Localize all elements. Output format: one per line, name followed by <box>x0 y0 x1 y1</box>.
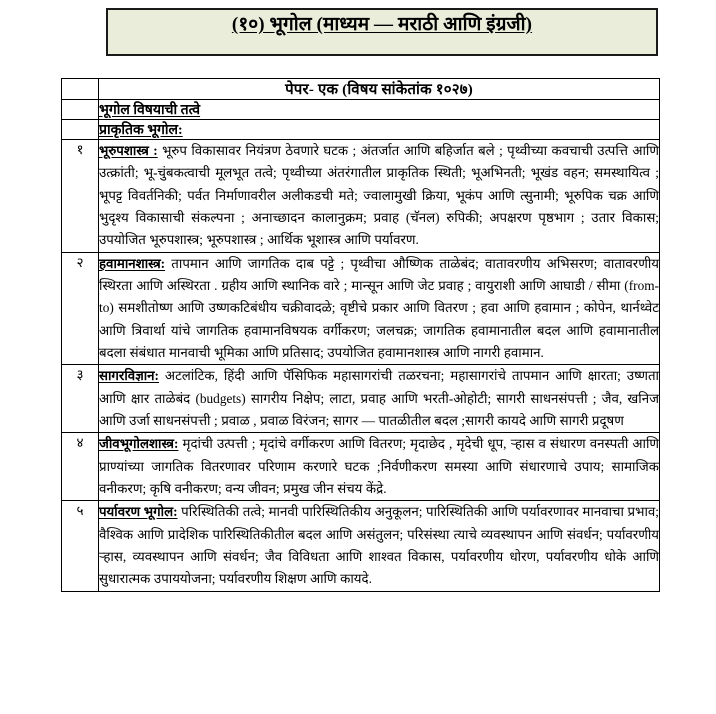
table-row <box>62 252 660 365</box>
page-title: (१०) भूगोल (माध्यम — मराठी आणि इंग्रजी) <box>231 14 533 35</box>
table-row-subsection-heading <box>62 120 660 140</box>
row-content <box>99 140 660 253</box>
row-content <box>99 365 660 433</box>
topic-lead-label: पर्यावरण भूगोल: <box>99 504 178 520</box>
topic-body-text: तापमान आणि जागतिक दाब पट्टे ; पृथ्वीचा औष्णिक ताळेबंद; वातावरणीय अभिसरण; वातावरणीय स्थिरता आणि अस्थिरता . ग्रहीय आणि स्थानिक वारे ; मान्सून आणि जेट प्रवाह ; वायुराशी आणि आघाडी / सीमा (from-to) समशीतोष्ण आणि उष्णकटिबंधीय चक्रीवादळे; वृष्टीचे प्रकार आणि वितरण ; हवा आणि हवामान ; कोपेन, थार्नथ्वेट आणि त्रिवार्था यांचे जागतिक हवामानविषयक वर्गीकरण; जलचक्र; जागतिक हवामानातील बदल आणि हवामानातील बदला संबंधात मानवाची भूमिका आणि प्रतिसाद; उपयोजित हवामानशास्त्र आणि नागरी हवामान. <box>99 255 659 360</box>
document-title-banner <box>106 8 658 56</box>
table-row <box>62 433 660 501</box>
topic-lead-label: भूरुपशास्त्र : <box>99 143 158 158</box>
topic-body-text: परिस्थितिकी तत्वे; मानवी पारिस्थितिकीय अनुकूलन; पारिस्थितिकी आणि पर्यावरणावर मानवाचा प्रभाव; वैश्विक आणि प्रादेशिक पारिस्थितिकीतील बदल आणि असंतुलन; परिसंस्था त्याचे व्यवस्थापन आणि संवर्धन; पर्यावरणीय ऱ्हास, व्यवस्थापन आणि संवर्धन; जैव विविधता आणि शाश्वत विकास, पर्यावरणीय धोरण, पर्यावरणीय धोके आणि सुधारात्मक उपाययोजना; पर्यावरणीय शिक्षण आणि कायदे. <box>99 504 659 587</box>
row-content <box>99 501 660 591</box>
row-number-empty <box>62 79 99 100</box>
row-number: ५ <box>62 501 99 591</box>
row-number: ३ <box>62 365 99 433</box>
paper-header-cell: पेपर- एक (विषय सांकेतांक १०२७) <box>99 79 660 100</box>
table-row <box>62 501 660 591</box>
row-number-empty <box>62 120 99 140</box>
syllabus-table <box>61 78 660 592</box>
topic-body-text: मृदांची उत्पत्ती ; मृदांचे वर्गीकरण आणि वितरण; मृदाछेद , मृदेची धूप, ऱ्हास व संधारण वनस्पती आणि प्राण्यांच्या जागतिक वितरणावर परिणाम करणारे घटक ;निर्वणीकरण समस्या आणि संधारणाचे उपाय; सामाजिक वनीकरण; कृषि वनीकरण; वन्य जीवन; प्रमुख जीन संचय केंद्रे. <box>99 436 659 496</box>
table-row-section-heading <box>62 100 660 120</box>
row-content <box>99 252 660 365</box>
subsection-heading-text: प्राकृतिक भूगोल: <box>99 123 183 138</box>
table-row <box>62 365 660 433</box>
table-row <box>62 140 660 253</box>
row-number: १ <box>62 140 99 253</box>
topic-lead-label: सागरविज्ञान: <box>99 368 159 384</box>
topic-body-text: भूरुप विकासावर नियंत्रण ठेवणारे घटक ; अंतर्जात आणि बहिर्जात बले ; पृथ्वीच्या कवचाची उत्पत्ति आणि उत्क्रांती; भू-चुंबकत्वाची मूलभूत तत्वे; पृथ्वीच्या अंतरंगातील प्राकृतिक स्थिती; भूअभिनती; भूखंड वहन; समस्थायित्व ; भूपट्ट विवर्तनिकी; पर्वत निर्माणावरील अलीकडची मते; ज्वालामुखी क्रिया, भूकंप आणि त्सुनामी; भूरुपिक चक्र आणि भुदृश्य विकासाची संकल्पना ; अनाच्छादन कालानुक्रम; प्रवाह (चॅनल) रुपिकी; अपक्षरण पृष्ठभाग ; उतार विकास; उपयोजित भूरुपशास्त्र; भूरुपशास्त्र ; आर्थिक भूशास्त्र आणि पर्यावरण. <box>99 143 659 248</box>
section-heading-cell <box>99 100 660 120</box>
row-content <box>99 433 660 501</box>
section-heading-text: भूगोल विषयाची तत्वे <box>99 103 201 118</box>
subsection-heading-cell <box>99 120 660 140</box>
topic-lead-label: जीवभूगोलशास्त्र: <box>99 436 179 452</box>
table-row-paper-header <box>62 79 660 100</box>
row-number-empty <box>62 100 99 120</box>
syllabus-table-body <box>62 79 660 592</box>
row-number: २ <box>62 252 99 365</box>
row-number: ४ <box>62 433 99 501</box>
topic-lead-label: हवामानशास्त्र: <box>99 255 166 271</box>
topic-body-text: अटलांटिक, हिंदी आणि पॅसिफिक महासागरांची तळरचना; महासागरांचे तापमान आणि क्षारता; उष्णता आणि क्षार ताळेबंद (budgets) सागरीय निक्षेप; लाटा, प्रवाह आणि भरती-ओहोटी; सागरी साधनसंपत्ती ; जैव, खनिज आणि उर्जा साधनसंपत्ती ; प्रवाळ , प्रवाळ विरंजन; सागर — पातळीतील बदल ;सागरी कायदे आणि सागरी प्रदूषण <box>99 368 659 428</box>
